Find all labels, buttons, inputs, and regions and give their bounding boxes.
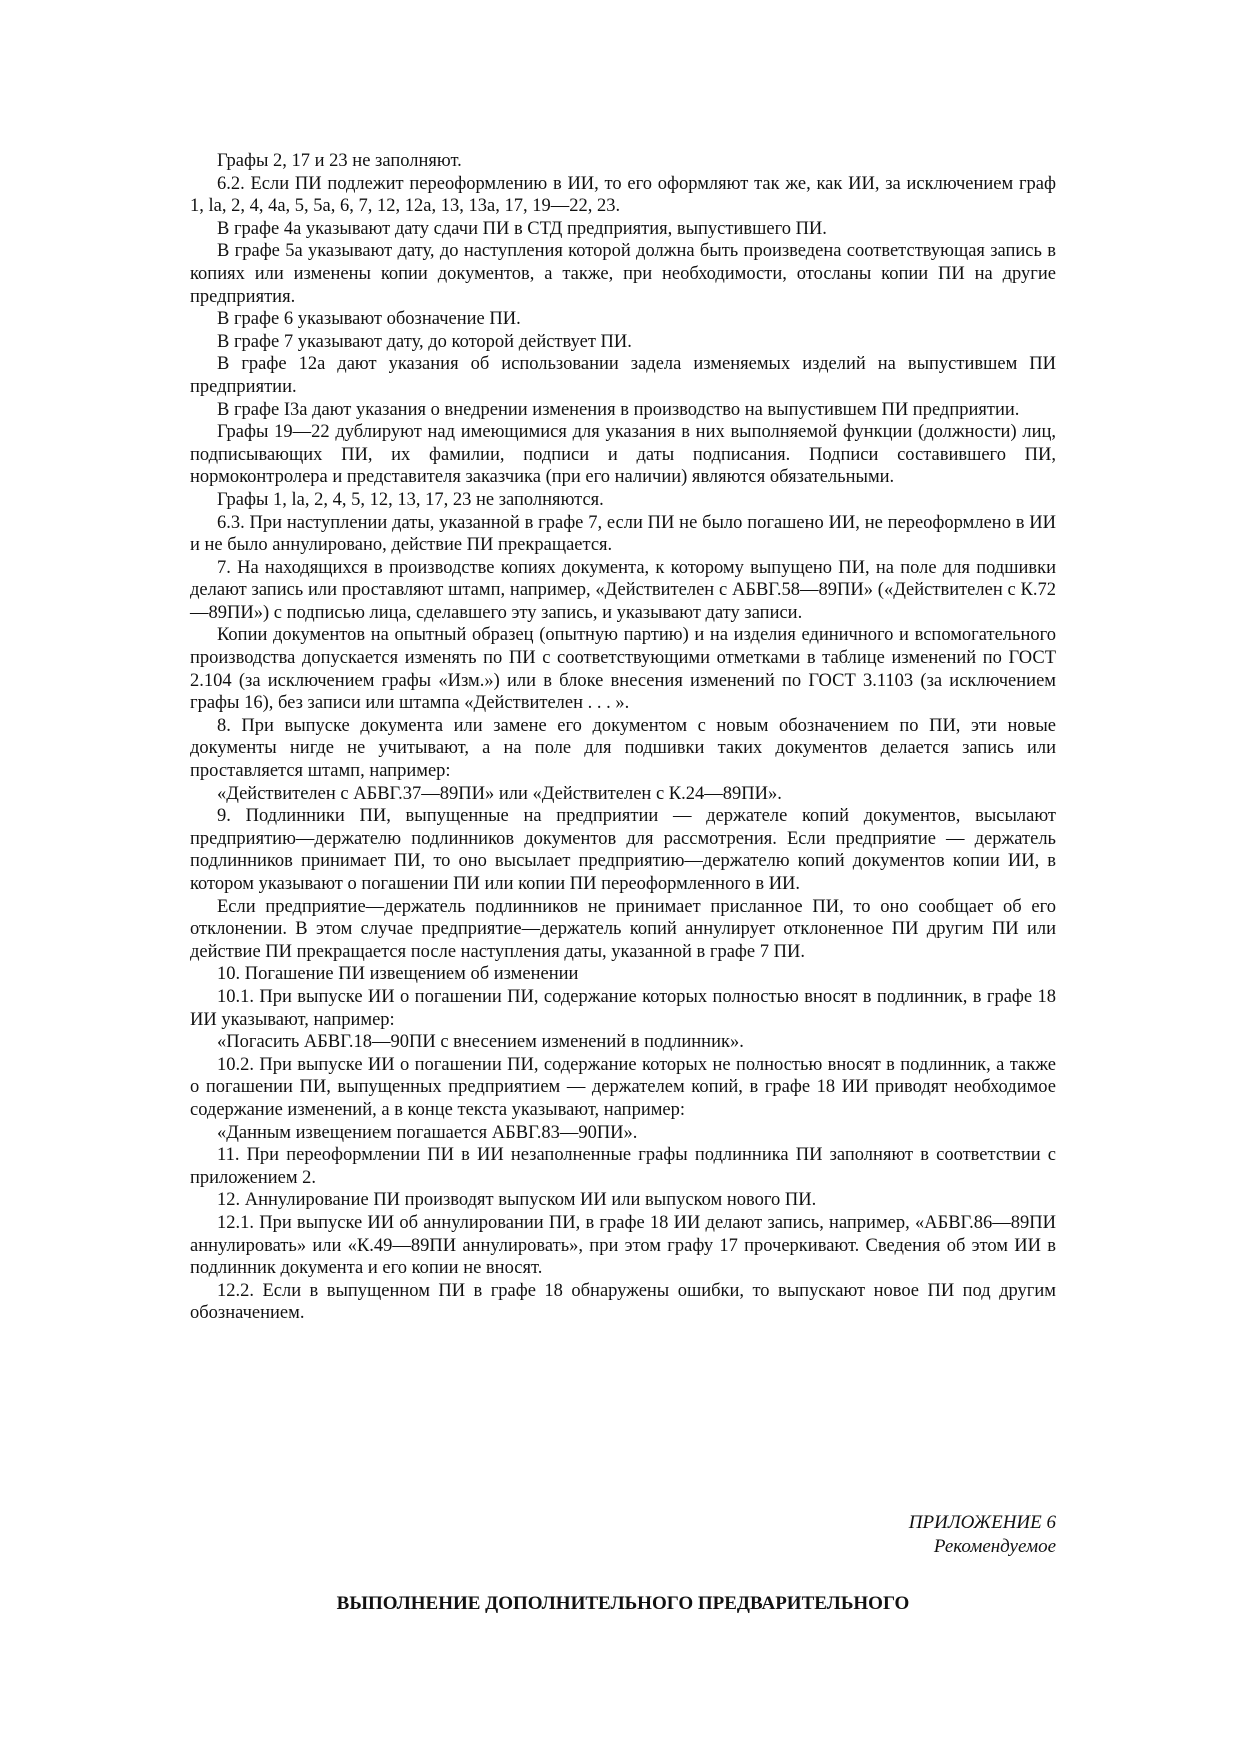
paragraph: 10.1. При выпуске ИИ о погашении ПИ, содержание которых полностью вносят в подлинник, в графе 18 ИИ указывают, например: [190,986,1056,1030]
paragraph: Графы 19—22 дублируют над имеющимися для указания в них выполняемой функции (должности) лиц, подписывающих ПИ, их фамилии, подписи и даты подписания. Подписи составившего ПИ, нормоконтролера и представителя заказчика (при его наличии) являются обязательными. [190,422,1056,488]
paragraph: «Данным извещением погашается АБВГ.83—90ПИ». [217,1122,638,1143]
paragraph: «Погасить АБВГ.18—90ПИ с внесением изменений в подлинник». [217,1032,744,1053]
paragraph: В графе 12а дают указания об использовании задела изменяемых изделий на выпустившем ПИ предприятии. [190,354,1056,397]
paragraph: 10. Погашение ПИ извещением об изменении [217,964,579,985]
paragraph: 11. При переоформлении ПИ в ИИ незаполненные графы подлинника ПИ заполняют в соответствии с приложением 2. [190,1145,1056,1188]
paragraph: В графе 4а указывают дату сдачи ПИ в СТД предприятия, выпустившего ПИ. [217,218,827,239]
appendix-title: ПРИЛОЖЕНИЕ 6 [908,1512,1056,1533]
paragraph: 10.2. При выпуске ИИ о погашении ПИ, содержание которых не полностью вносят в подлинник, а также о погашении ПИ, выпущенных предприятием — держателем копий, в графе 18 ИИ приводят необходимое содержание изменений, а в конце текста указывают, например: [190,1054,1056,1120]
paragraph: 12.1. При выпуске ИИ об аннулировании ПИ, в графе 18 ИИ делают запись, например, «АБВГ.86—89ПИ аннулировать» или «К.49—89ПИ аннулировать», при этом графу 17 прочеркивают. Сведения об этом ИИ в подлинник документа и его копии не вносят. [190,1212,1056,1279]
paragraph: В графе 6 указывают обозначение ПИ. [217,309,521,330]
paragraph: Графы 1, lа, 2, 4, 5, 12, 13, 17, 23 не заполняются. [217,489,604,510]
section-heading: ВЫПОЛНЕНИЕ ДОПОЛНИТЕЛЬНОГО ПРЕДВАРИТЕЛЬНОГО [336,1593,910,1614]
paragraph: Графы 2, 17 и 23 не заполняют. [217,151,462,171]
paragraph: Если предприятие—держатель подлинников не принимает присланное ПИ, то оно сообщает об его отклонении. В этом случае предприятие—держатель копий аннулирует отклоненное ПИ другим ПИ или действие ПИ прекращается после наступления даты, указанной в графе 7 ПИ. [190,896,1056,962]
paragraph: 6.2. Если ПИ подлежит переоформлению в ИИ, то его оформляют так же, как ИИ, за исключением граф 1, la, 2, 4, 4а, 5, 5а, 6, 7, 12, 12а, 13, 13а, 17, 19—22, 23. [190,173,1056,217]
paragraph: В графе I3а дают указания о внедрении изменения в производство на выпустившем ПИ предприятии. [217,399,1020,420]
paragraph: 6.3. При наступлении даты, указанной в графе 7, если ПИ не было погашено ИИ, не переоформлено в ИИ и не было аннулировано, действие ПИ прекращается. [190,512,1056,556]
paragraph: «Действителен с АБВГ.37—89ПИ» или «Действителен с К.24—89ПИ». [217,783,782,804]
paragraph: 12. Аннулирование ПИ производят выпуском ИИ или выпуском нового ПИ. [217,1190,817,1211]
appendix-subtitle: Рекомендуемое [933,1536,1056,1557]
paragraph: В графе 5а указывают дату, до наступления которой должна быть произведена соответствующая запись в копиях или изменены копии документов, а также, при необходимости, отосланы копии ПИ на другие предприятия. [190,241,1056,307]
document-body [190,150,1056,1325]
paragraph: 8. При выпуске документа или замене его документом с новым обозначением по ПИ, эти новые документы нигде не учитывают, а на поле для подшивки таких документов делается запись или проставляется штамп, например: [190,715,1056,782]
paragraph: 12.2. Если в выпущенном ПИ в графе 18 обнаружены ошибки, то выпускают новое ПИ под другим обозначением. [190,1280,1056,1324]
paragraph: В графе 7 указывают дату, до которой действует ПИ. [217,331,632,352]
appendix-label [190,1511,1056,1559]
paragraph: 7. На находящихся в производстве копиях документа, к которому выпущено ПИ, на поле для подшивки делают запись или проставляют штамп, например, «Действителен с АБВГ.58—89ПИ» («Действителен с К.72—89ПИ») с подписью лица, сделавшего эту запись, и указывают дату записи. [190,557,1056,623]
paragraph: 9. Подлинники ПИ, выпущенные на предприятии — держателе копий документов, высылают предприятию—держателю подлинников документов для рассмотрения. Если предприятие — держатель подлинников принимает ПИ, то оно высылает предприятию—держателю копий документов копии ИИ, в котором указывают о погашении ПИ или копии ПИ переоформленного в ИИ. [190,806,1056,894]
paragraph: Копии документов на опытный образец (опытную партию) и на изделия единичного и вспомогательного производства допускается изменять по ПИ с соответствующими отметками в таблице изменений по ГОСТ 2.104 (за исключением графы «Изм.») или в блоке внесения изменений по ГОСТ 3.1103 (за исключением графы 16), без записи или штампа «Действителен . . . ». [190,625,1056,714]
